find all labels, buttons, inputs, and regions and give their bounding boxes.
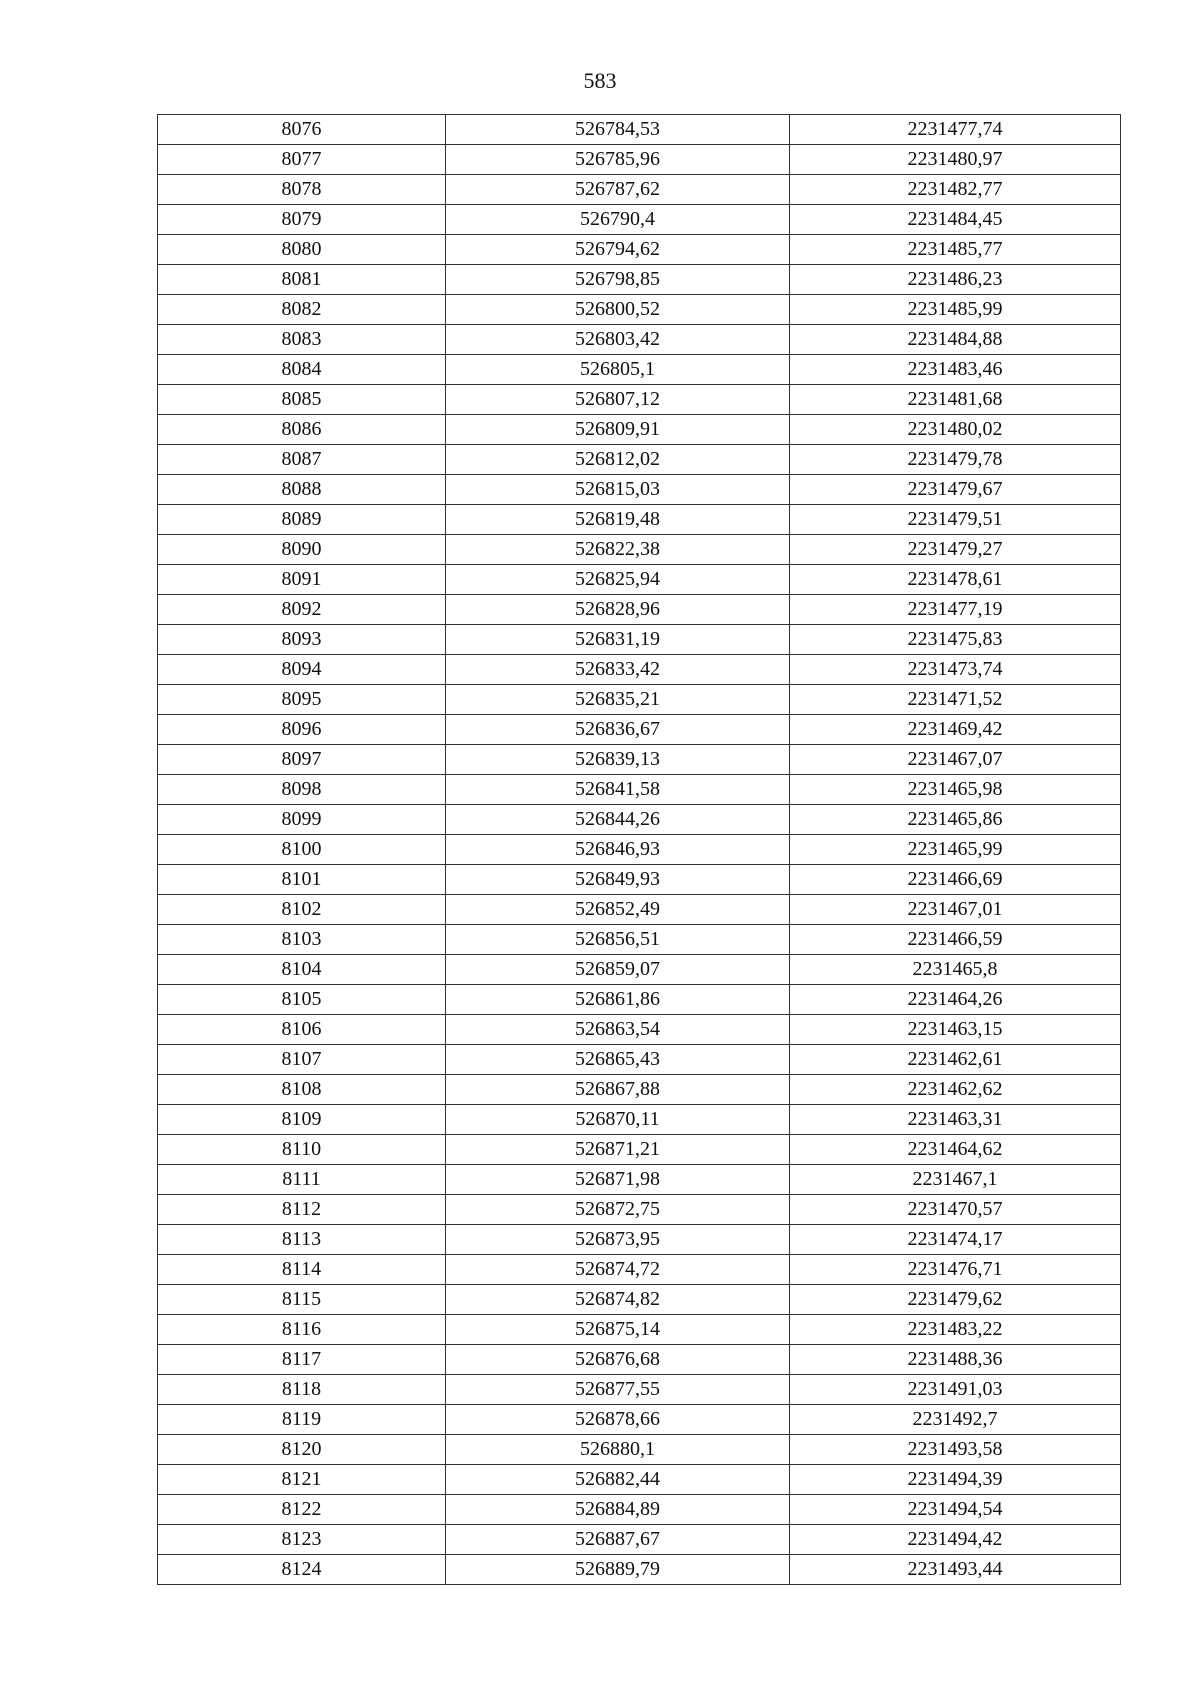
- point-number-cell: 8098: [158, 775, 446, 805]
- y-coordinate-cell: 2231464,62: [790, 1135, 1121, 1165]
- point-number-cell: 8094: [158, 655, 446, 685]
- x-coordinate-cell: 526873,95: [446, 1225, 790, 1255]
- point-number-cell: 8092: [158, 595, 446, 625]
- table-row: [158, 1255, 1121, 1285]
- point-number-cell: 8109: [158, 1105, 446, 1135]
- x-coordinate-cell: 526839,13: [446, 745, 790, 775]
- point-number-cell: 8101: [158, 865, 446, 895]
- x-coordinate-cell: 526884,89: [446, 1495, 790, 1525]
- y-coordinate-cell: 2231467,1: [790, 1165, 1121, 1195]
- table-row: [158, 835, 1121, 865]
- y-coordinate-cell: 2231462,62: [790, 1075, 1121, 1105]
- point-number-cell: 8093: [158, 625, 446, 655]
- point-number-cell: 8095: [158, 685, 446, 715]
- table-row: [158, 655, 1121, 685]
- table-row: [158, 685, 1121, 715]
- y-coordinate-cell: 2231479,62: [790, 1285, 1121, 1315]
- x-coordinate-cell: 526828,96: [446, 595, 790, 625]
- y-coordinate-cell: 2231473,74: [790, 655, 1121, 685]
- x-coordinate-cell: 526812,02: [446, 445, 790, 475]
- point-number-cell: 8121: [158, 1465, 446, 1495]
- x-coordinate-cell: 526831,19: [446, 625, 790, 655]
- table-row: [158, 925, 1121, 955]
- x-coordinate-cell: 526882,44: [446, 1465, 790, 1495]
- point-number-cell: 8087: [158, 445, 446, 475]
- y-coordinate-cell: 2231467,01: [790, 895, 1121, 925]
- y-coordinate-cell: 2231476,71: [790, 1255, 1121, 1285]
- table-row: [158, 565, 1121, 595]
- x-coordinate-cell: 526794,62: [446, 235, 790, 265]
- point-number-cell: 8117: [158, 1345, 446, 1375]
- table-row: [158, 1375, 1121, 1405]
- point-number-cell: 8110: [158, 1135, 446, 1165]
- y-coordinate-cell: 2231462,61: [790, 1045, 1121, 1075]
- table-row: [158, 295, 1121, 325]
- point-number-cell: 8103: [158, 925, 446, 955]
- y-coordinate-cell: 2231486,23: [790, 265, 1121, 295]
- x-coordinate-cell: 526833,42: [446, 655, 790, 685]
- y-coordinate-cell: 2231494,39: [790, 1465, 1121, 1495]
- x-coordinate-cell: 526852,49: [446, 895, 790, 925]
- table-row: [158, 175, 1121, 205]
- point-number-cell: 8113: [158, 1225, 446, 1255]
- x-coordinate-cell: 526841,58: [446, 775, 790, 805]
- x-coordinate-cell: 526861,86: [446, 985, 790, 1015]
- y-coordinate-cell: 2231469,42: [790, 715, 1121, 745]
- x-coordinate-cell: 526876,68: [446, 1345, 790, 1375]
- point-number-cell: 8122: [158, 1495, 446, 1525]
- x-coordinate-cell: 526819,48: [446, 505, 790, 535]
- point-number-cell: 8078: [158, 175, 446, 205]
- table-row: [158, 235, 1121, 265]
- x-coordinate-cell: 526871,98: [446, 1165, 790, 1195]
- x-coordinate-cell: 526870,11: [446, 1105, 790, 1135]
- point-number-cell: 8124: [158, 1555, 446, 1585]
- table-row: [158, 355, 1121, 385]
- point-number-cell: 8120: [158, 1435, 446, 1465]
- x-coordinate-cell: 526859,07: [446, 955, 790, 985]
- y-coordinate-cell: 2231488,36: [790, 1345, 1121, 1375]
- y-coordinate-cell: 2231482,77: [790, 175, 1121, 205]
- y-coordinate-cell: 2231479,27: [790, 535, 1121, 565]
- table-row: [158, 625, 1121, 655]
- table-row: [158, 1225, 1121, 1255]
- x-coordinate-cell: 526849,93: [446, 865, 790, 895]
- table-row: [158, 1465, 1121, 1495]
- y-coordinate-cell: 2231494,42: [790, 1525, 1121, 1555]
- x-coordinate-cell: 526825,94: [446, 565, 790, 595]
- point-number-cell: 8076: [158, 115, 446, 145]
- x-coordinate-cell: 526835,21: [446, 685, 790, 715]
- y-coordinate-cell: 2231480,02: [790, 415, 1121, 445]
- point-number-cell: 8100: [158, 835, 446, 865]
- y-coordinate-cell: 2231491,03: [790, 1375, 1121, 1405]
- y-coordinate-cell: 2231478,61: [790, 565, 1121, 595]
- y-coordinate-cell: 2231492,7: [790, 1405, 1121, 1435]
- point-number-cell: 8106: [158, 1015, 446, 1045]
- table-row: [158, 1525, 1121, 1555]
- y-coordinate-cell: 2231479,67: [790, 475, 1121, 505]
- x-coordinate-cell: 526878,66: [446, 1405, 790, 1435]
- point-number-cell: 8090: [158, 535, 446, 565]
- x-coordinate-cell: 526867,88: [446, 1075, 790, 1105]
- table-row: [158, 535, 1121, 565]
- y-coordinate-cell: 2231466,69: [790, 865, 1121, 895]
- y-coordinate-cell: 2231484,88: [790, 325, 1121, 355]
- point-number-cell: 8086: [158, 415, 446, 445]
- x-coordinate-cell: 526889,79: [446, 1555, 790, 1585]
- point-number-cell: 8118: [158, 1375, 446, 1405]
- y-coordinate-cell: 2231493,44: [790, 1555, 1121, 1585]
- y-coordinate-cell: 2231465,8: [790, 955, 1121, 985]
- y-coordinate-cell: 2231471,52: [790, 685, 1121, 715]
- x-coordinate-cell: 526798,85: [446, 265, 790, 295]
- y-coordinate-cell: 2231466,59: [790, 925, 1121, 955]
- table-row: [158, 595, 1121, 625]
- x-coordinate-cell: 526856,51: [446, 925, 790, 955]
- y-coordinate-cell: 2231479,78: [790, 445, 1121, 475]
- x-coordinate-cell: 526871,21: [446, 1135, 790, 1165]
- point-number-cell: 8107: [158, 1045, 446, 1075]
- table-row: [158, 1405, 1121, 1435]
- y-coordinate-cell: 2231494,54: [790, 1495, 1121, 1525]
- y-coordinate-cell: 2231465,86: [790, 805, 1121, 835]
- table-row: [158, 115, 1121, 145]
- y-coordinate-cell: 2231465,98: [790, 775, 1121, 805]
- x-coordinate-cell: 526803,42: [446, 325, 790, 355]
- table-row: [158, 205, 1121, 235]
- y-coordinate-cell: 2231479,51: [790, 505, 1121, 535]
- x-coordinate-cell: 526836,67: [446, 715, 790, 745]
- point-number-cell: 8082: [158, 295, 446, 325]
- point-number-cell: 8123: [158, 1525, 446, 1555]
- x-coordinate-cell: 526805,1: [446, 355, 790, 385]
- point-number-cell: 8105: [158, 985, 446, 1015]
- point-number-cell: 8119: [158, 1405, 446, 1435]
- x-coordinate-cell: 526790,4: [446, 205, 790, 235]
- point-number-cell: 8102: [158, 895, 446, 925]
- y-coordinate-cell: 2231465,99: [790, 835, 1121, 865]
- point-number-cell: 8114: [158, 1255, 446, 1285]
- x-coordinate-cell: 526863,54: [446, 1015, 790, 1045]
- table-row: [158, 865, 1121, 895]
- table-row: [158, 745, 1121, 775]
- point-number-cell: 8091: [158, 565, 446, 595]
- x-coordinate-cell: 526807,12: [446, 385, 790, 415]
- y-coordinate-cell: 2231463,31: [790, 1105, 1121, 1135]
- x-coordinate-cell: 526874,72: [446, 1255, 790, 1285]
- x-coordinate-cell: 526846,93: [446, 835, 790, 865]
- table-row: [158, 805, 1121, 835]
- table-row: [158, 385, 1121, 415]
- y-coordinate-cell: 2231477,19: [790, 595, 1121, 625]
- point-number-cell: 8115: [158, 1285, 446, 1315]
- table-row: [158, 1345, 1121, 1375]
- x-coordinate-cell: 526785,96: [446, 145, 790, 175]
- x-coordinate-cell: 526874,82: [446, 1285, 790, 1315]
- y-coordinate-cell: 2231483,46: [790, 355, 1121, 385]
- x-coordinate-cell: 526787,62: [446, 175, 790, 205]
- point-number-cell: 8088: [158, 475, 446, 505]
- table-row: [158, 1315, 1121, 1345]
- x-coordinate-cell: 526809,91: [446, 415, 790, 445]
- table-row: [158, 1015, 1121, 1045]
- x-coordinate-cell: 526784,53: [446, 115, 790, 145]
- x-coordinate-cell: 526800,52: [446, 295, 790, 325]
- table-row: [158, 445, 1121, 475]
- x-coordinate-cell: 526880,1: [446, 1435, 790, 1465]
- x-coordinate-cell: 526887,67: [446, 1525, 790, 1555]
- x-coordinate-cell: 526877,55: [446, 1375, 790, 1405]
- table-row: [158, 505, 1121, 535]
- point-number-cell: 8096: [158, 715, 446, 745]
- point-number-cell: 8111: [158, 1165, 446, 1195]
- y-coordinate-cell: 2231477,74: [790, 115, 1121, 145]
- table-row: [158, 775, 1121, 805]
- point-number-cell: 8077: [158, 145, 446, 175]
- y-coordinate-cell: 2231474,17: [790, 1225, 1121, 1255]
- point-number-cell: 8097: [158, 745, 446, 775]
- y-coordinate-cell: 2231475,83: [790, 625, 1121, 655]
- table-row: [158, 1045, 1121, 1075]
- table-row: [158, 475, 1121, 505]
- y-coordinate-cell: 2231480,97: [790, 145, 1121, 175]
- x-coordinate-cell: 526872,75: [446, 1195, 790, 1225]
- table-row: [158, 1555, 1121, 1585]
- table-row: [158, 895, 1121, 925]
- point-number-cell: 8083: [158, 325, 446, 355]
- table-row: [158, 985, 1121, 1015]
- point-number-cell: 8099: [158, 805, 446, 835]
- point-number-cell: 8079: [158, 205, 446, 235]
- x-coordinate-cell: 526822,38: [446, 535, 790, 565]
- table-row: [158, 1165, 1121, 1195]
- y-coordinate-cell: 2231493,58: [790, 1435, 1121, 1465]
- point-number-cell: 8104: [158, 955, 446, 985]
- x-coordinate-cell: 526865,43: [446, 1045, 790, 1075]
- point-number-cell: 8080: [158, 235, 446, 265]
- point-number-cell: 8112: [158, 1195, 446, 1225]
- table-row: [158, 265, 1121, 295]
- y-coordinate-cell: 2231467,07: [790, 745, 1121, 775]
- x-coordinate-cell: 526844,26: [446, 805, 790, 835]
- point-number-cell: 8116: [158, 1315, 446, 1345]
- point-number-cell: 8084: [158, 355, 446, 385]
- y-coordinate-cell: 2231481,68: [790, 385, 1121, 415]
- y-coordinate-cell: 2231484,45: [790, 205, 1121, 235]
- table-row: [158, 1135, 1121, 1165]
- table-row: [158, 1435, 1121, 1465]
- table-row: [158, 415, 1121, 445]
- point-number-cell: 8081: [158, 265, 446, 295]
- table-row: [158, 145, 1121, 175]
- y-coordinate-cell: 2231464,26: [790, 985, 1121, 1015]
- table-row: [158, 1495, 1121, 1525]
- x-coordinate-cell: 526815,03: [446, 475, 790, 505]
- table-row: [158, 1285, 1121, 1315]
- table-row: [158, 325, 1121, 355]
- y-coordinate-cell: 2231483,22: [790, 1315, 1121, 1345]
- table-row: [158, 1075, 1121, 1105]
- y-coordinate-cell: 2231463,15: [790, 1015, 1121, 1045]
- table-row: [158, 955, 1121, 985]
- y-coordinate-cell: 2231485,77: [790, 235, 1121, 265]
- coordinates-table: [157, 114, 1121, 1585]
- y-coordinate-cell: 2231485,99: [790, 295, 1121, 325]
- point-number-cell: 8089: [158, 505, 446, 535]
- table-row: [158, 715, 1121, 745]
- table-row: [158, 1195, 1121, 1225]
- page-number: 583: [583, 68, 617, 93]
- point-number-cell: 8085: [158, 385, 446, 415]
- y-coordinate-cell: 2231470,57: [790, 1195, 1121, 1225]
- coordinates-table-body: [158, 115, 1121, 1585]
- x-coordinate-cell: 526875,14: [446, 1315, 790, 1345]
- table-row: [158, 1105, 1121, 1135]
- point-number-cell: 8108: [158, 1075, 446, 1105]
